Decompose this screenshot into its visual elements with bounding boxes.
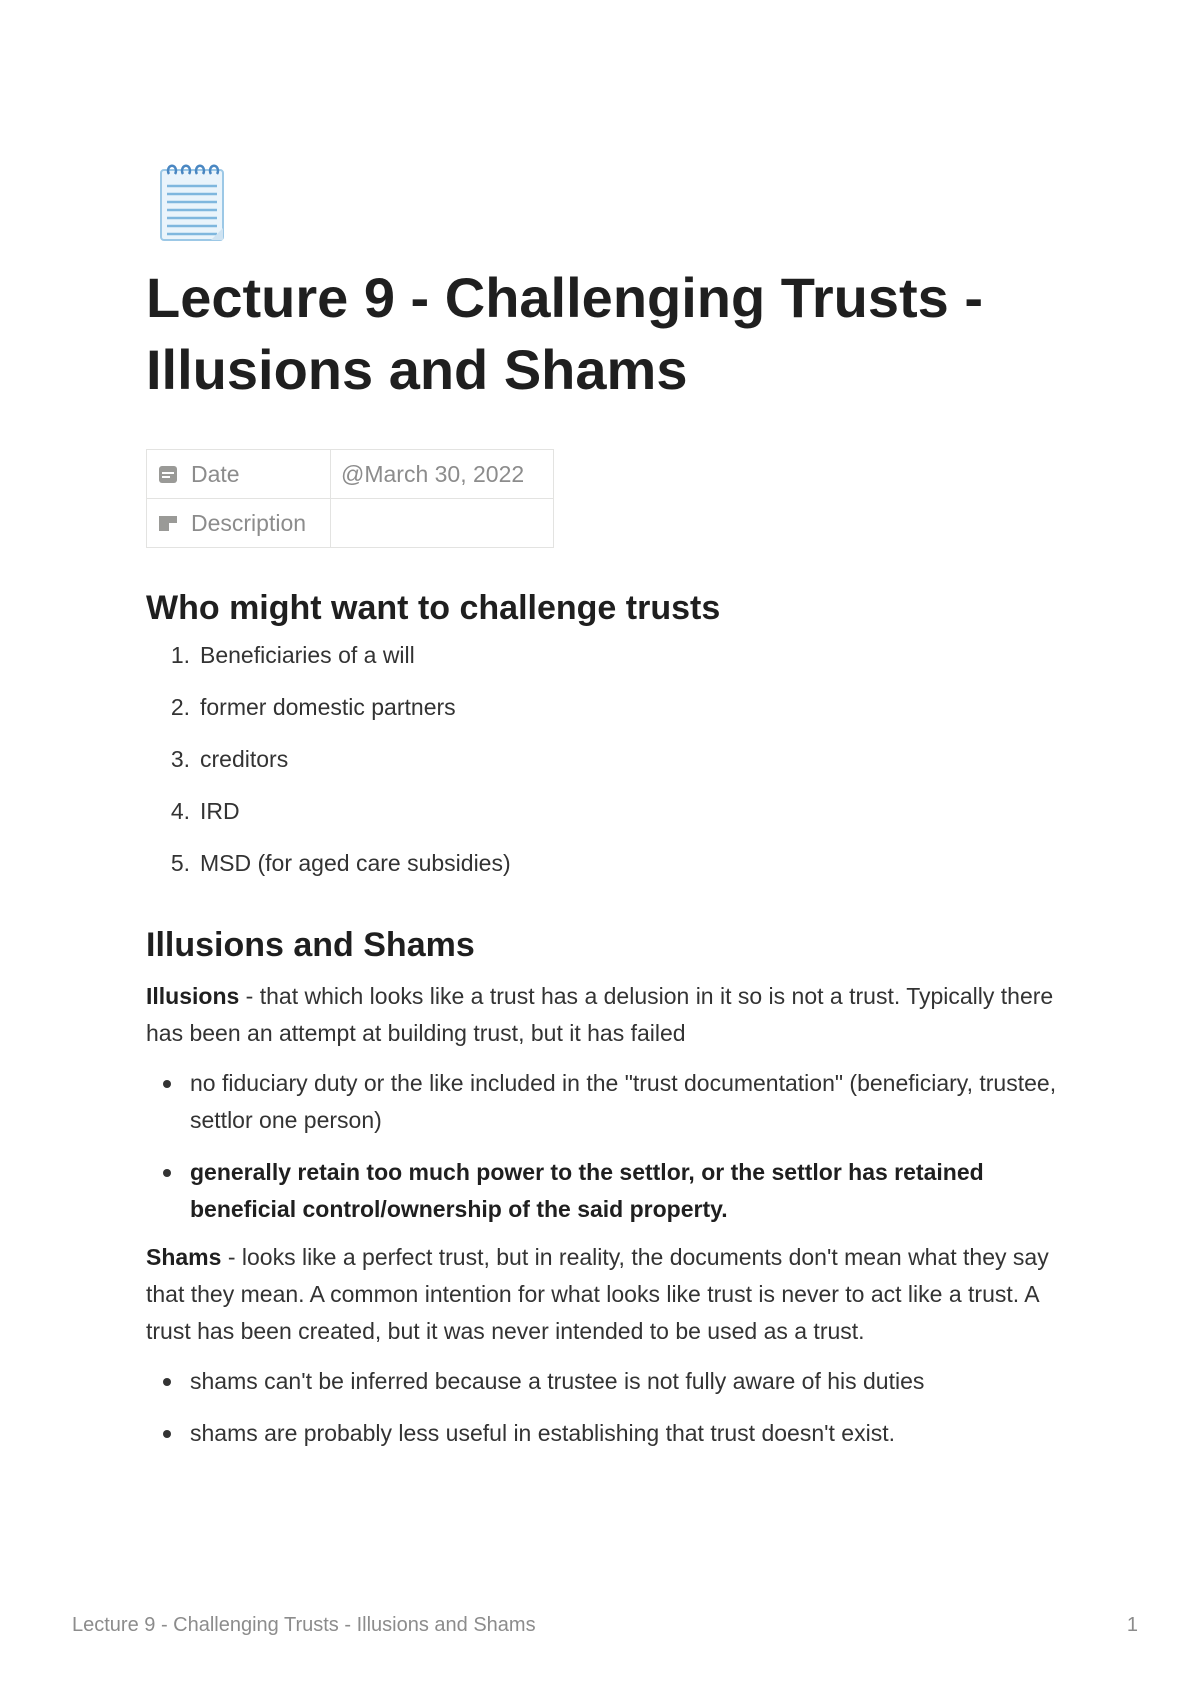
illusions-bullets bbox=[146, 1065, 1066, 1243]
list-item: 3. creditors bbox=[170, 746, 289, 772]
property-value-description[interactable] bbox=[331, 499, 554, 548]
shams-bullets bbox=[146, 1363, 1066, 1467]
list-item: 5. MSD (for aged care subsidies) bbox=[170, 850, 511, 876]
property-value-date[interactable]: @March 30, 2022 bbox=[331, 450, 554, 499]
list-item: 4. IRD bbox=[170, 798, 240, 824]
bullet-icon bbox=[146, 1415, 190, 1452]
bullet-icon bbox=[146, 1363, 190, 1400]
footer-title: Lecture 9 - Challenging Trusts - Illusions and Shams bbox=[72, 1614, 536, 1636]
property-row-description bbox=[147, 499, 554, 548]
illusions-term: Illusions bbox=[146, 983, 240, 1009]
property-row-date bbox=[147, 450, 554, 499]
list-item: no fiduciary duty or the like included in the "trust documentation" (beneficiary, trustee, settlor one person) bbox=[146, 1065, 1066, 1139]
page-number: 1 bbox=[1126, 1614, 1138, 1636]
list-item: shams can't be inferred because a trustee is not fully aware of his duties bbox=[146, 1363, 1066, 1400]
list-item: 1. Beneficiaries of a will bbox=[170, 642, 415, 668]
shams-term: Shams bbox=[146, 1244, 222, 1270]
calendar-icon bbox=[157, 463, 179, 485]
property-label: Description bbox=[191, 509, 307, 536]
shams-paragraph: Shams - looks like a perfect trust, but in reality, the documents don't mean what they say that they mean. A common intention for what looks like trust is never to act like a trust. A trust has been created, but it was never intended to be used as a trust. bbox=[146, 1244, 1049, 1344]
list-item: 2. former domestic partners bbox=[170, 694, 456, 720]
page-title: Lecture 9 - Challenging Trusts - Illusions and Shams bbox=[146, 266, 984, 401]
properties-table bbox=[146, 449, 554, 548]
illusions-paragraph: Illusions - that which looks like a trust has a delusion in it so is not a trust. Typically there has been an attempt at building trust, but it has failed bbox=[146, 983, 1054, 1046]
description-icon bbox=[157, 512, 179, 534]
bullet-icon bbox=[146, 1154, 190, 1228]
notepad-icon bbox=[157, 160, 227, 242]
list-item: shams are probably less useful in establishing that trust doesn't exist. bbox=[146, 1415, 1066, 1452]
property-label: Date bbox=[191, 460, 240, 487]
section-heading-illusions-shams: Illusions and Shams bbox=[146, 926, 475, 964]
bullet-icon bbox=[146, 1065, 190, 1139]
challengers-list bbox=[146, 642, 1066, 902]
section-heading-challengers: Who might want to challenge trusts bbox=[146, 589, 721, 627]
list-item: generally retain too much power to the settlor, or the settlor has retained beneficial control/ownership of the said property. bbox=[146, 1154, 1066, 1228]
